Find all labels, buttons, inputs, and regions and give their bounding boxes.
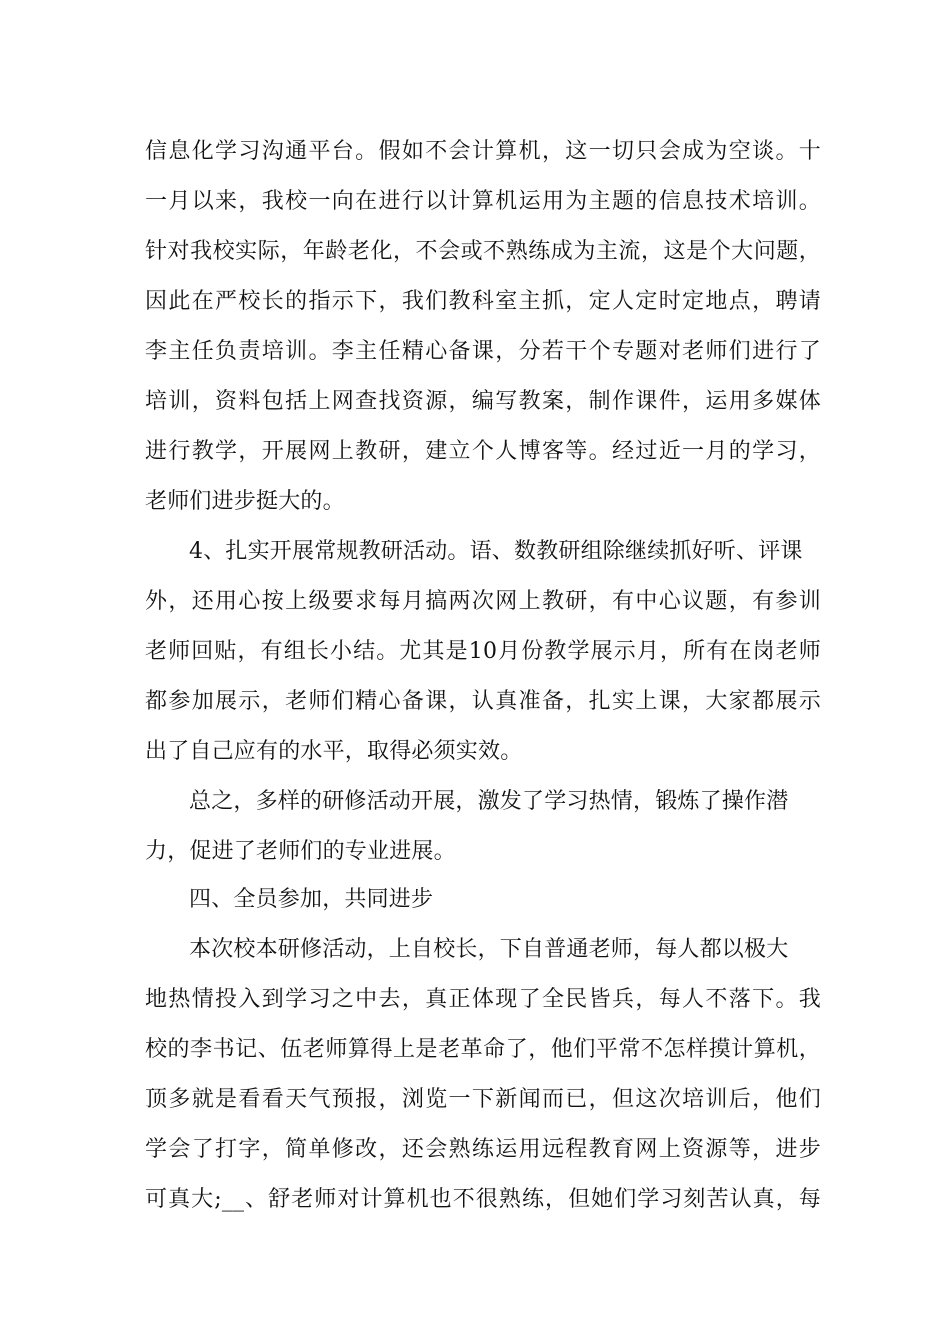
text-line: 本次校本研修活动，上自校长，下自普通老师，每人都以极大 [189,937,789,962]
text-line: 进行教学，开展网上教研，建立个人博客等。经过近一月的学习， [145,439,821,464]
text-line: 培训，资料包括上网查找资源，编写教案，制作课件，运用多媒体 [145,389,821,414]
text-line: 顶多就是看看天气预报，浏览一下新闻而已，但这次培训后，他们 [145,1087,821,1112]
text-line: 4、扎实开展常规教研活动。语、数教研组除继续抓好听、评课 [189,539,803,564]
text-line: 老师回贴，有组长小结。尤其是10月份教学展示月，所有在岗老师 [145,639,821,664]
text-line: 外，还用心按上级要求每月搞两次网上教研，有中心议题，有参训 [145,589,821,614]
text-line: 学会了打字，简单修改，还会熟练运用远程教育网上资源等，进步 [145,1137,821,1162]
text-line: 针对我校实际，年龄老化，不会或不熟练成为主流，这是个大问题， [145,239,821,264]
text-line: 可真大;__、舒老师对计算机也不很熟练，但她们学习刻苦认真，每 [145,1187,821,1212]
text-line: 一月以来，我校一向在进行以计算机运用为主题的信息技术培训。 [145,189,821,214]
text-line: 出了自己应有的水平，取得必须实效。 [145,739,523,764]
text-line: 信息化学习沟通平台。假如不会计算机，这一切只会成为空谈。十 [145,139,821,164]
text-line: 力，促进了老师们的专业进展。 [145,839,456,864]
text-line: 地热情投入到学习之中去，真正体现了全民皆兵，每人不落下。我 [145,987,821,1012]
text-line: 校的李书记、伍老师算得上是老革命了，他们平常不怎样摸计算机， [145,1037,821,1062]
text-line: 总之，多样的研修活动开展，激发了学习热情，锻炼了操作潜 [189,789,789,814]
section-heading: 四、全员参加，共同进步 [189,887,434,912]
text-line: 李主任负责培训。李主任精心备课，分若干个专题对老师们进行了 [145,339,821,364]
text-line: 因此在严校长的指示下，我们教科室主抓，定人定时定地点，聘请 [145,289,821,314]
text-line: 老师们进步挺大的。 [145,489,345,514]
text-line: 都参加展示，老师们精心备课，认真准备，扎实上课，大家都展示 [145,689,821,714]
